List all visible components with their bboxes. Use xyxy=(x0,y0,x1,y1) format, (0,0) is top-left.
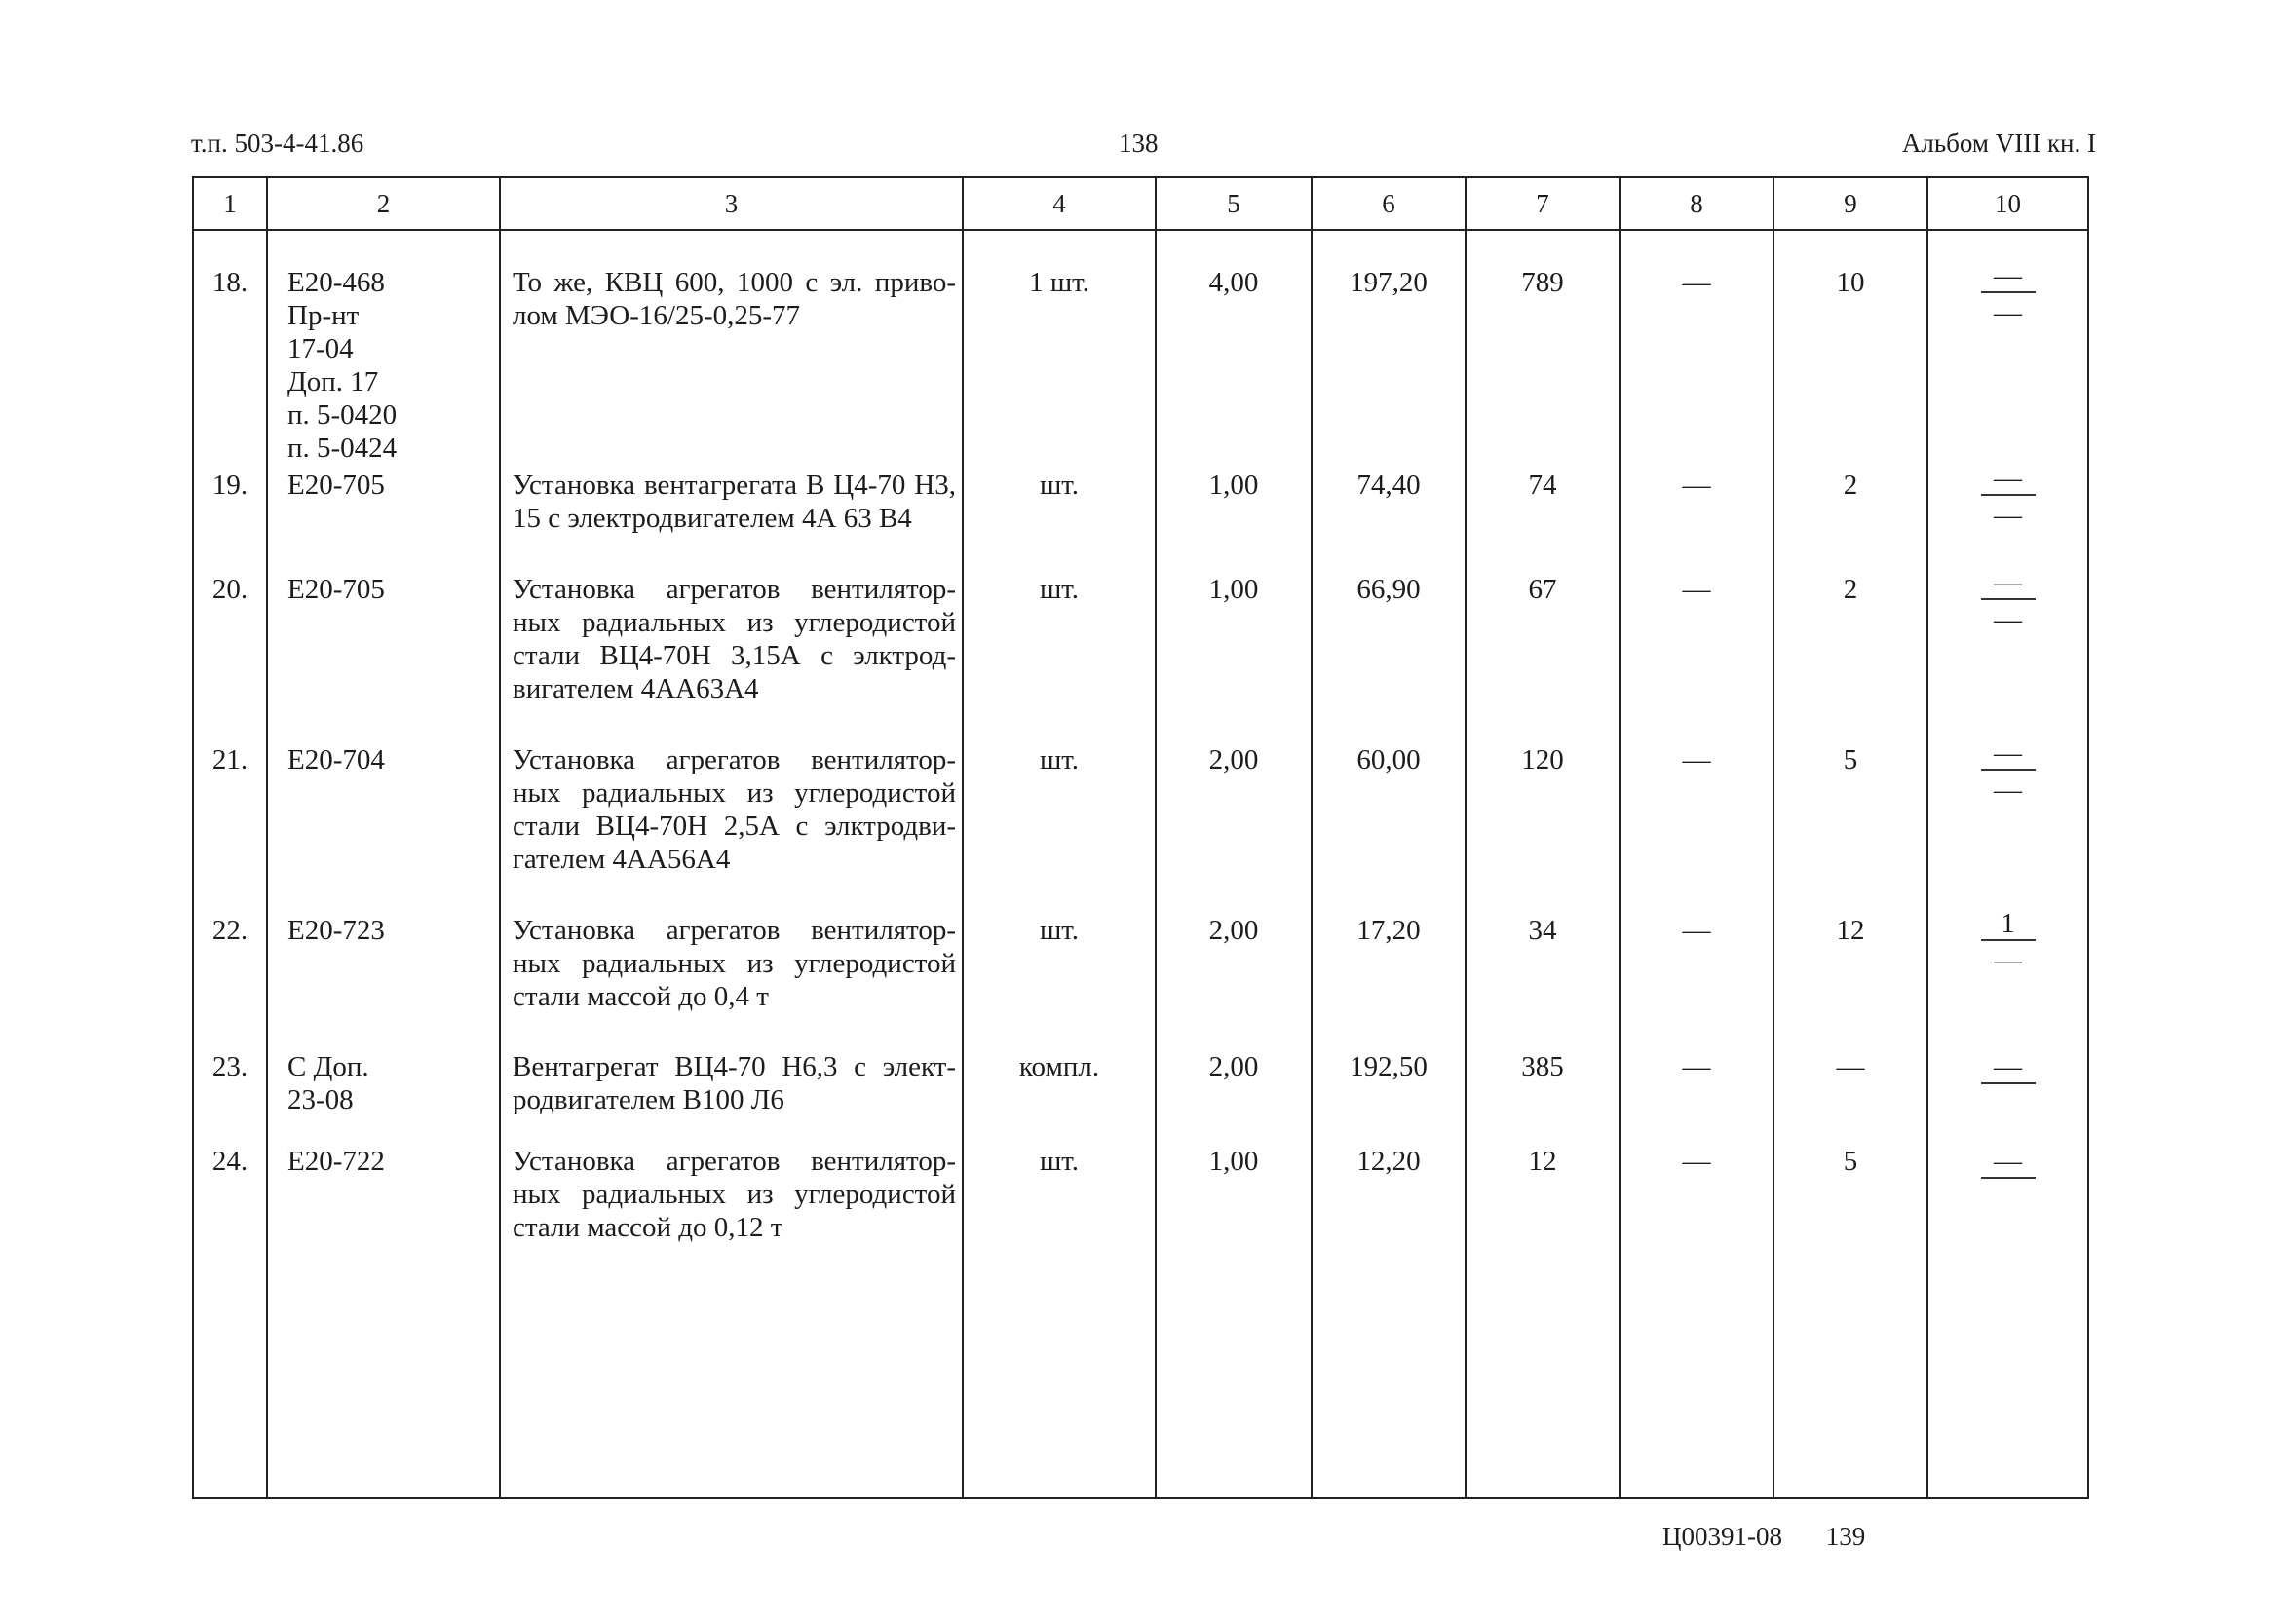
fraction xyxy=(1981,567,2036,635)
col-header: 6 xyxy=(1312,177,1466,230)
fraction-top: — xyxy=(1994,567,2022,598)
unit-price: 74,40 xyxy=(1312,469,1466,573)
col9-value: 2 xyxy=(1773,573,1927,743)
norm-code-line: Е20-705 xyxy=(287,470,385,501)
row-number: 18. xyxy=(193,230,267,469)
norm-code-line: 17-04 xyxy=(287,333,354,364)
col-header: 5 xyxy=(1156,177,1312,230)
fraction-bottom xyxy=(1981,1094,2036,1112)
total-cost: 74 xyxy=(1466,469,1620,573)
fraction-top: — xyxy=(1994,260,2022,291)
fraction-bottom: — xyxy=(1994,297,2022,328)
fraction-top: — xyxy=(1994,1051,2022,1082)
work-description: Установка агрегатов вентилятор-ных радиальных из углеродистой стали массой до 0,4 т xyxy=(500,914,963,1050)
norm-code-line: п. 5-0420 xyxy=(287,399,398,431)
col-header: 8 xyxy=(1620,177,1773,230)
row-number: 24. xyxy=(193,1145,267,1291)
table-row xyxy=(193,573,2088,743)
fraction-line xyxy=(1981,1082,2036,1094)
total-cost: 385 xyxy=(1466,1050,1620,1145)
quantity: 4,00 xyxy=(1156,230,1312,469)
fraction-bottom: — xyxy=(1994,774,2022,806)
norm-code-line: Е20-705 xyxy=(287,574,385,605)
fraction xyxy=(1981,260,2036,328)
unit: компл. xyxy=(963,1050,1156,1145)
quantity: 1,00 xyxy=(1156,573,1312,743)
norm-code-line: С Доп. xyxy=(287,1051,369,1082)
unit: шт. xyxy=(963,914,1156,1050)
norm-code-line: Е20-704 xyxy=(287,744,385,775)
row-number: 23. xyxy=(193,1050,267,1145)
col-header: 7 xyxy=(1466,177,1620,230)
col10-fraction xyxy=(1927,567,2088,743)
norm-code xyxy=(267,1050,500,1145)
fraction-top: — xyxy=(1994,737,2022,769)
norm-code-line: Е20-723 xyxy=(287,915,385,946)
col8-value: — xyxy=(1620,914,1773,1050)
empty-cell xyxy=(1156,1291,1312,1498)
total-cost: 789 xyxy=(1466,230,1620,469)
footer-page: 139 xyxy=(1825,1522,1866,1551)
quantity: 2,00 xyxy=(1156,914,1312,1050)
norm-code xyxy=(267,573,500,743)
empty-cell xyxy=(267,1291,500,1498)
footer-code: Ц00391-08 xyxy=(1662,1522,1782,1551)
col10-fraction xyxy=(1927,230,2088,469)
fraction-bottom xyxy=(1981,1189,2036,1206)
norm-code-line: Доп. 17 xyxy=(287,366,379,397)
norm-code xyxy=(267,743,500,914)
norm-code xyxy=(267,230,500,469)
row-number: 21. xyxy=(193,743,267,914)
norm-code-line: п. 5-0424 xyxy=(287,433,398,464)
unit: шт. xyxy=(963,743,1156,914)
row-number: 22. xyxy=(193,914,267,1050)
doc-designation: т.п. 503-4-41.86 xyxy=(191,129,364,158)
column-number-row xyxy=(193,177,2088,230)
col10-fraction xyxy=(1927,737,2088,914)
col-header: 2 xyxy=(267,177,500,230)
col8-value: — xyxy=(1620,1050,1773,1145)
unit-price: 192,50 xyxy=(1312,1050,1466,1145)
row-number: 19. xyxy=(193,469,267,573)
quantity: 2,00 xyxy=(1156,743,1312,914)
col9-value: 12 xyxy=(1773,914,1927,1050)
fraction-top: 1 xyxy=(2001,908,2015,939)
norm-code-line: Пр-нт xyxy=(287,300,360,331)
total-cost: 12 xyxy=(1466,1145,1620,1291)
fraction xyxy=(1981,908,2036,976)
work-description: Установка агрегатов вентилятор-ных радиальных из углеродистой стали массой до 0,12 т xyxy=(500,1145,963,1291)
col9-value: 5 xyxy=(1773,743,1927,914)
fraction xyxy=(1981,1051,2036,1112)
unit-price: 66,90 xyxy=(1312,573,1466,743)
fraction xyxy=(1981,1146,2036,1206)
col10-fraction xyxy=(1927,908,2088,1050)
empty-cell xyxy=(1773,1291,1927,1498)
norm-code xyxy=(267,469,500,573)
unit-price: 12,20 xyxy=(1312,1145,1466,1291)
col10-fraction xyxy=(1927,1145,2088,1291)
table-row xyxy=(193,1050,2088,1145)
quantity: 1,00 xyxy=(1156,469,1312,573)
album-label: Альбом VIII кн. I xyxy=(1901,129,2096,158)
empty-cell xyxy=(963,1291,1156,1498)
empty-cell xyxy=(1927,1291,2088,1498)
fraction-bottom: — xyxy=(1994,945,2022,976)
fraction-top: — xyxy=(1994,463,2022,494)
empty-cell xyxy=(193,1291,267,1498)
unit-price: 60,00 xyxy=(1312,743,1466,914)
fraction xyxy=(1981,463,2036,531)
col-header: 9 xyxy=(1773,177,1927,230)
col9-value: 5 xyxy=(1773,1145,1927,1291)
page-number: 138 xyxy=(1119,129,1159,158)
col-header: 3 xyxy=(500,177,963,230)
empty-cell xyxy=(1312,1291,1466,1498)
fraction-top: — xyxy=(1994,1146,2022,1177)
work-description: Установка агрегатов вентилятор-ных радиальных из углеродистой стали ВЦ4-70Н 2,5А с элктродви-гателем 4АА56А4 xyxy=(500,743,963,914)
col-header: 1 xyxy=(193,177,267,230)
col9-value: 2 xyxy=(1773,469,1927,573)
empty-row xyxy=(193,1291,2088,1498)
fraction-line xyxy=(1981,1177,2036,1189)
table-row xyxy=(193,230,2088,469)
unit-price: 197,20 xyxy=(1312,230,1466,469)
quantity: 1,00 xyxy=(1156,1145,1312,1291)
work-description: То же, КВЦ 600, 1000 с эл. приво-лом МЭО-16/25-0,25-77 xyxy=(500,230,963,469)
unit: шт. xyxy=(963,1145,1156,1291)
work-description: Установка вентагрегата В Ц4-70 Н3, 15 с электродвигателем 4А 63 В4 xyxy=(500,469,963,573)
fraction-bottom: — xyxy=(1994,500,2022,531)
empty-cell xyxy=(1466,1291,1620,1498)
unit: 1 шт. xyxy=(963,230,1156,469)
total-cost: 120 xyxy=(1466,743,1620,914)
fraction xyxy=(1981,737,2036,806)
table-row xyxy=(193,914,2088,1050)
col8-value: — xyxy=(1620,469,1773,573)
table-row xyxy=(193,743,2088,914)
col8-value: — xyxy=(1620,230,1773,469)
fraction-bottom: — xyxy=(1994,604,2022,635)
table-row xyxy=(193,1145,2088,1291)
norm-code-line: 23-08 xyxy=(287,1084,354,1115)
work-description: Установка агрегатов вентилятор-ных радиальных из углеродистой стали ВЦ4-70Н 3,15А с элктрод-вигателем 4АА63А4 xyxy=(500,573,963,743)
total-cost: 67 xyxy=(1466,573,1620,743)
empty-cell xyxy=(1620,1291,1773,1498)
col8-value: — xyxy=(1620,573,1773,743)
unit-price: 17,20 xyxy=(1312,914,1466,1050)
norm-code-line: Е20-722 xyxy=(287,1146,385,1177)
col-header: 10 xyxy=(1927,177,2088,230)
work-description: Вентагрегат ВЦ4-70 Н6,3 с элект-родвигателем В100 Л6 xyxy=(500,1050,963,1145)
col8-value: — xyxy=(1620,743,1773,914)
unit: шт. xyxy=(963,573,1156,743)
total-cost: 34 xyxy=(1466,914,1620,1050)
norm-code-line: Е20-468 xyxy=(287,267,385,298)
col-header: 4 xyxy=(963,177,1156,230)
table-row xyxy=(193,469,2088,573)
col8-value: — xyxy=(1620,1145,1773,1291)
col9-value: — xyxy=(1773,1050,1927,1145)
unit: шт. xyxy=(963,469,1156,573)
footer xyxy=(1662,1522,1902,1552)
col10-fraction xyxy=(1927,463,2088,573)
estimate-table xyxy=(192,176,2089,1499)
norm-code xyxy=(267,914,500,1050)
empty-cell xyxy=(500,1291,963,1498)
row-number: 20. xyxy=(193,573,267,743)
norm-code xyxy=(267,1145,500,1291)
col10-fraction xyxy=(1927,1050,2088,1145)
quantity: 2,00 xyxy=(1156,1050,1312,1145)
col9-value: 10 xyxy=(1773,230,1927,469)
